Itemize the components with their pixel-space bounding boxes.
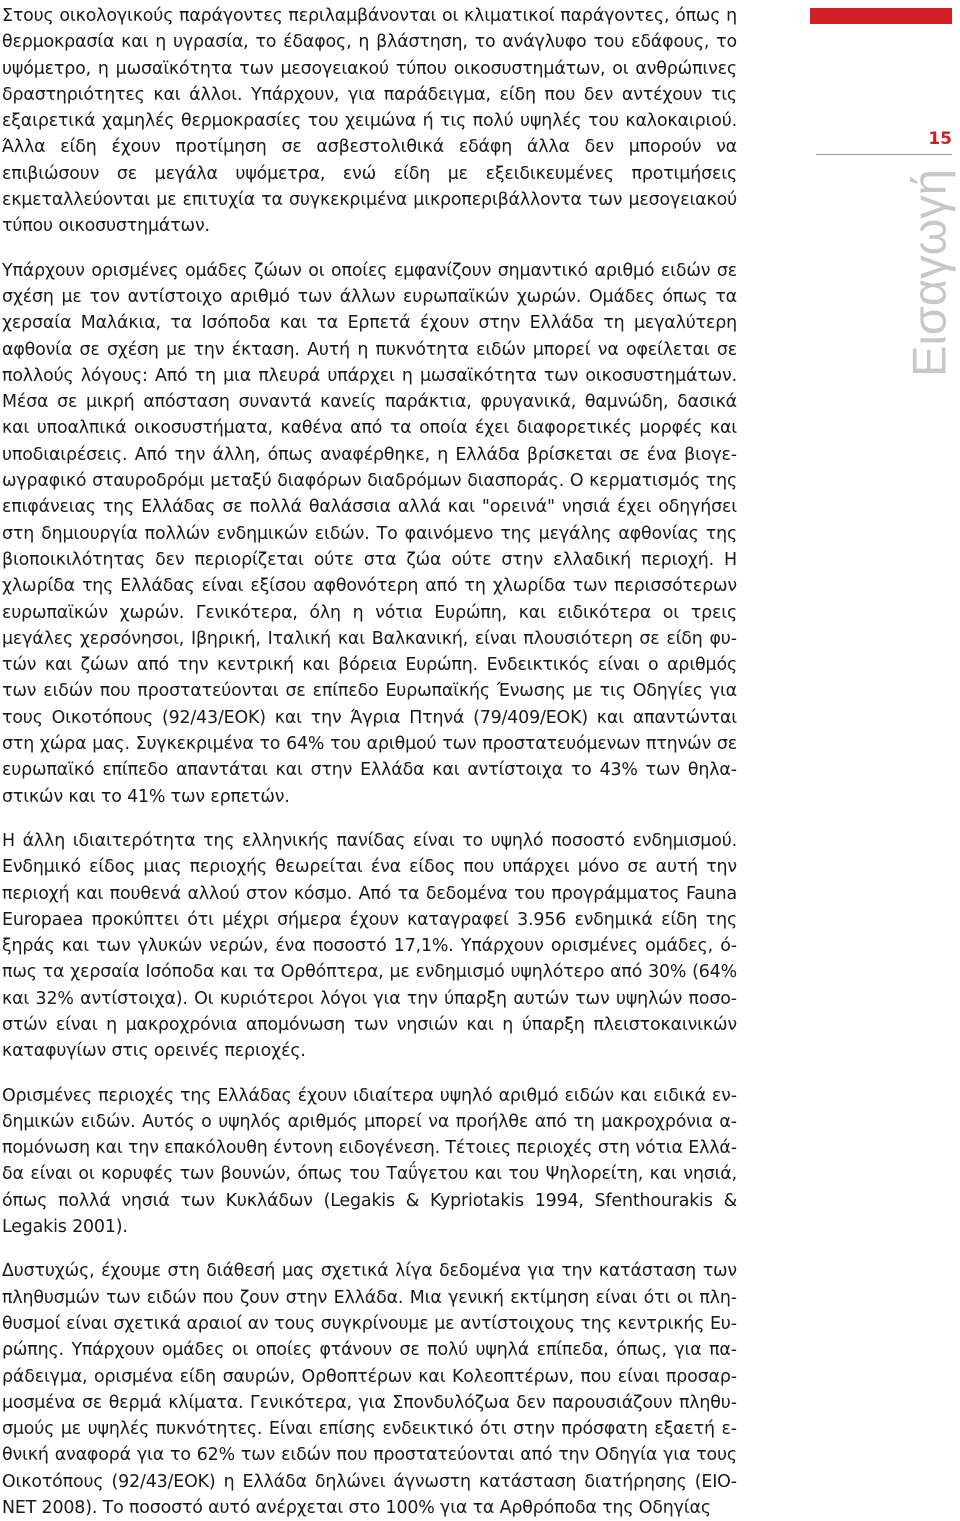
section-tab: [899, 168, 959, 378]
paragraph-endemic-regions: Ορισμένες περιοχές της Ελλάδας έχουν ιδιαίτερα υψηλό αριθμό ειδών και ειδικά ενδημικών ειδών. Αυτός ο υψηλός αριθμός μπορεί να προήλθε από τη μακροχρόνια απομόνωση και την επακόλουθη έντονη ειδογένεση. Τέτοιες περιοχές στη νότια Ελλάδα είναι οι κορυφές των βουνών, όπως του Ταΰγετου και του Ψηλορείτη, και νησιά, όπως πολλά νησιά των Κυκλάδων (Legakis & Kypriotakis 1994, Sfenthourakis & Legakis 2001).: [2, 1085, 737, 1238]
section-title: Εισαγωγή: [902, 169, 956, 377]
paragraph-population-status: Δυστυχώς, έχουμε στη διάθεσή μας σχετικά λίγα δεδομένα για την κατάσταση των πληθυσμών των ειδών που ζουν στην Ελλάδα. Μια γενική εκτίμηση είναι ότι οι πληθυσμοί είναι σχετικά αραιοί αν τους συγκρίνουμε με αντίστοιχους της κεντρικής Ευρώπης. Υπάρχουν ομάδες οι οποίες φτάνουν σε πολύ υψηλά επίπεδα, όπως, για παράδειγμα, ορισμένα είδη σαυρών, Ορθοπτέρων και Κολεοπτέρων, που είναι προσαρμοσμένα σε θερμά κλίματα. Γενικότερα, για Σπονδυλόζωα δεν παρουσιάζουν πληθυσμούς με υψηλές πυκνότητες. Είναι επίσης ενδεικτικό ότι στην πρόσφατη εξαετή εθνική αναφορά για το 62% των ειδών που προστατεύονται από την Οδηγία για τους Οικοτόπους (92/43/ΕΟΚ) η Ελλάδα δηλώνει άγνωστη κατάσταση διατήρησης (ΕΙΟNET 2008). Το ποσοστό αυτό ανέρχεται στο 100% για τα Αρθρόποδα της Οδηγίας: [2, 1261, 737, 1519]
paragraph-endemism: Η άλλη ιδιαιτερότητα της ελληνικής πανίδας είναι το υψηλό ποσοστό ενδημισμού. Ενδημικό είδος μιας περιοχής θεωρείται ένα είδος που υπάρχει μόνο σε αυτή την περιοχή και πουθενά αλλού στον κόσμο. Από τα δεδομένα του προγράμματος Fauna Europaea προκύπτει ότι μέχρι σήμερα έχουν καταγραφεί 3.956 ενδημικά είδη της ξηράς και των γλυκών νερών, ένα ποσοστό 17,1%. Υπάρχουν ορισμένες ομάδες, όπως τα χερσαία Ισόποδα και τα Ορθόπτερα, με ενδημισμό υψηλότερο από 30% (64% και 32% αντίστοιχα). Οι κυριότεροι λόγοι για την ύπαρξη αυτών των υψηλών ποσοστών είναι η μακροχρόνια απομόνωση των νησιών και η ύπαρξη πλειστοκαινικών καταφυγίων στις ορεινές περιοχές.: [2, 830, 737, 1062]
header-accent-bar: [810, 8, 952, 24]
paragraph-species-richness: Υπάρχουν ορισμένες ομάδες ζώων οι οποίες εμφανίζουν σημαντικό αριθμό ειδών σε σχέση με τον αντίστοιχο αριθμό των άλλων ευρωπαϊκών χωρών. Ομάδες όπως τα χερσαία Μαλάκια, τα Ισόποδα και τα Ερπετά έχουν στην Ελλάδα τη μεγαλύτερη αφθονία σε σχέση με την έκταση. Αυτή η πυκνότητα ειδών μπορεί να οφείλεται σε πολλούς λόγους: Από τη μια πλευρά υπάρχει η μωσαϊκότητα των οικοσυστημάτων. Μέσα σε μικρή απόσταση συναντά κανείς παράκτια, φρυγανικά, θαμνώδη, δασικά και υποαλπικά οικοσυστήματα, καθένα από τα οποία έχει διαφορετικές μορφές και υποδιαιρέσεις. Από την άλλη, όπως αναφέρθηκε, η Ελλάδα βρίσκεται σε ένα βιογεωγραφικό σταυροδρόμι μεταξύ διαφόρων διαδρόμων διασποράς. Ο κερματισμός της επιφάνειας της Ελλάδας σε πολλά θαλάσσια αλλά και "ορεινά" νησιά έχει οδηγήσει στη δημιουργία πολλών ενδημικών ειδών. Το φαινόμενο της μεγάλης αφθονίας της βιοποικιλότητας δεν περιορίζεται ούτε στα ζώα ούτε στην ελλαδική περιοχή. Η χλωρίδα της Ελλάδας είναι εξίσου αφθονότερη από τη χλωρίδα των περισσότερων ευρωπαϊκών χωρών. Γενικότερα, όλη η νότια Ευρώπη, και ειδικότερα οι τρεις μεγάλες χερσόνησοι, Ιβηρική, Ιταλική και Βαλκανική, είναι πλουσιότερη σε είδη φυτών και ζώων από την κεντρική και βόρεια Ευρώπη. Ενδεικτικός είναι ο αριθμός των ειδών που προστατεύονται σε επίπεδο Ευρωπαϊκής Ένωσης με τις Οδηγίες για τους Οικοτόπους (92/43/ΕΟΚ) και την Άγρια Πτηνά (79/409/ΕΟΚ) και απαντώνται στη χώρα μας. Συγκεκριμένα το 64% του αριθμού των προστατευόμενων πτηνών σε ευρωπαϊκό επίπεδο απαντάται και στην Ελλάδα και αντίστοιχα το 43% των θηλαστικών και το 41% των ερπετών.: [2, 260, 737, 807]
paragraph-ecological-factors: Στους οικολογικούς παράγοντες περιλαμβάνονται οι κλιματικοί παράγοντες, όπως η θερμοκρασία και η υγρασία, το έδαφος, η βλάστηση, το ανάγλυφο του εδάφους, το υψόμετρο, η μωσαϊκότητα των μεσογειακού τύπου οικοσυστημάτων, οι ανθρώπινες δραστηριότητες και άλλοι. Υπάρχουν, για παράδειγμα, είδη που δεν αντέχουν τις εξαιρετικά χαμηλές θερμοκρασίες του χειμώνα ή τις πολύ υψηλές του καλοκαιριού. Άλλα είδη έχουν προτίμηση σε ασβεστολιθικά εδάφη άλλα δεν μπορούν να επιβιώσουν σε μεγάλα υψόμετρα, ενώ είδη με εξειδικευμένες προτιμήσεις εκμεταλλεύονται με επιτυχία τα συγκεκριμένα μικροπεριβάλλοντα των μεσογειακού τύπου οικοσυστημάτων.: [2, 6, 737, 237]
page-number: 15: [928, 129, 952, 149]
page-number-rule: [816, 154, 952, 155]
body-text-column: [2, 3, 737, 1521]
